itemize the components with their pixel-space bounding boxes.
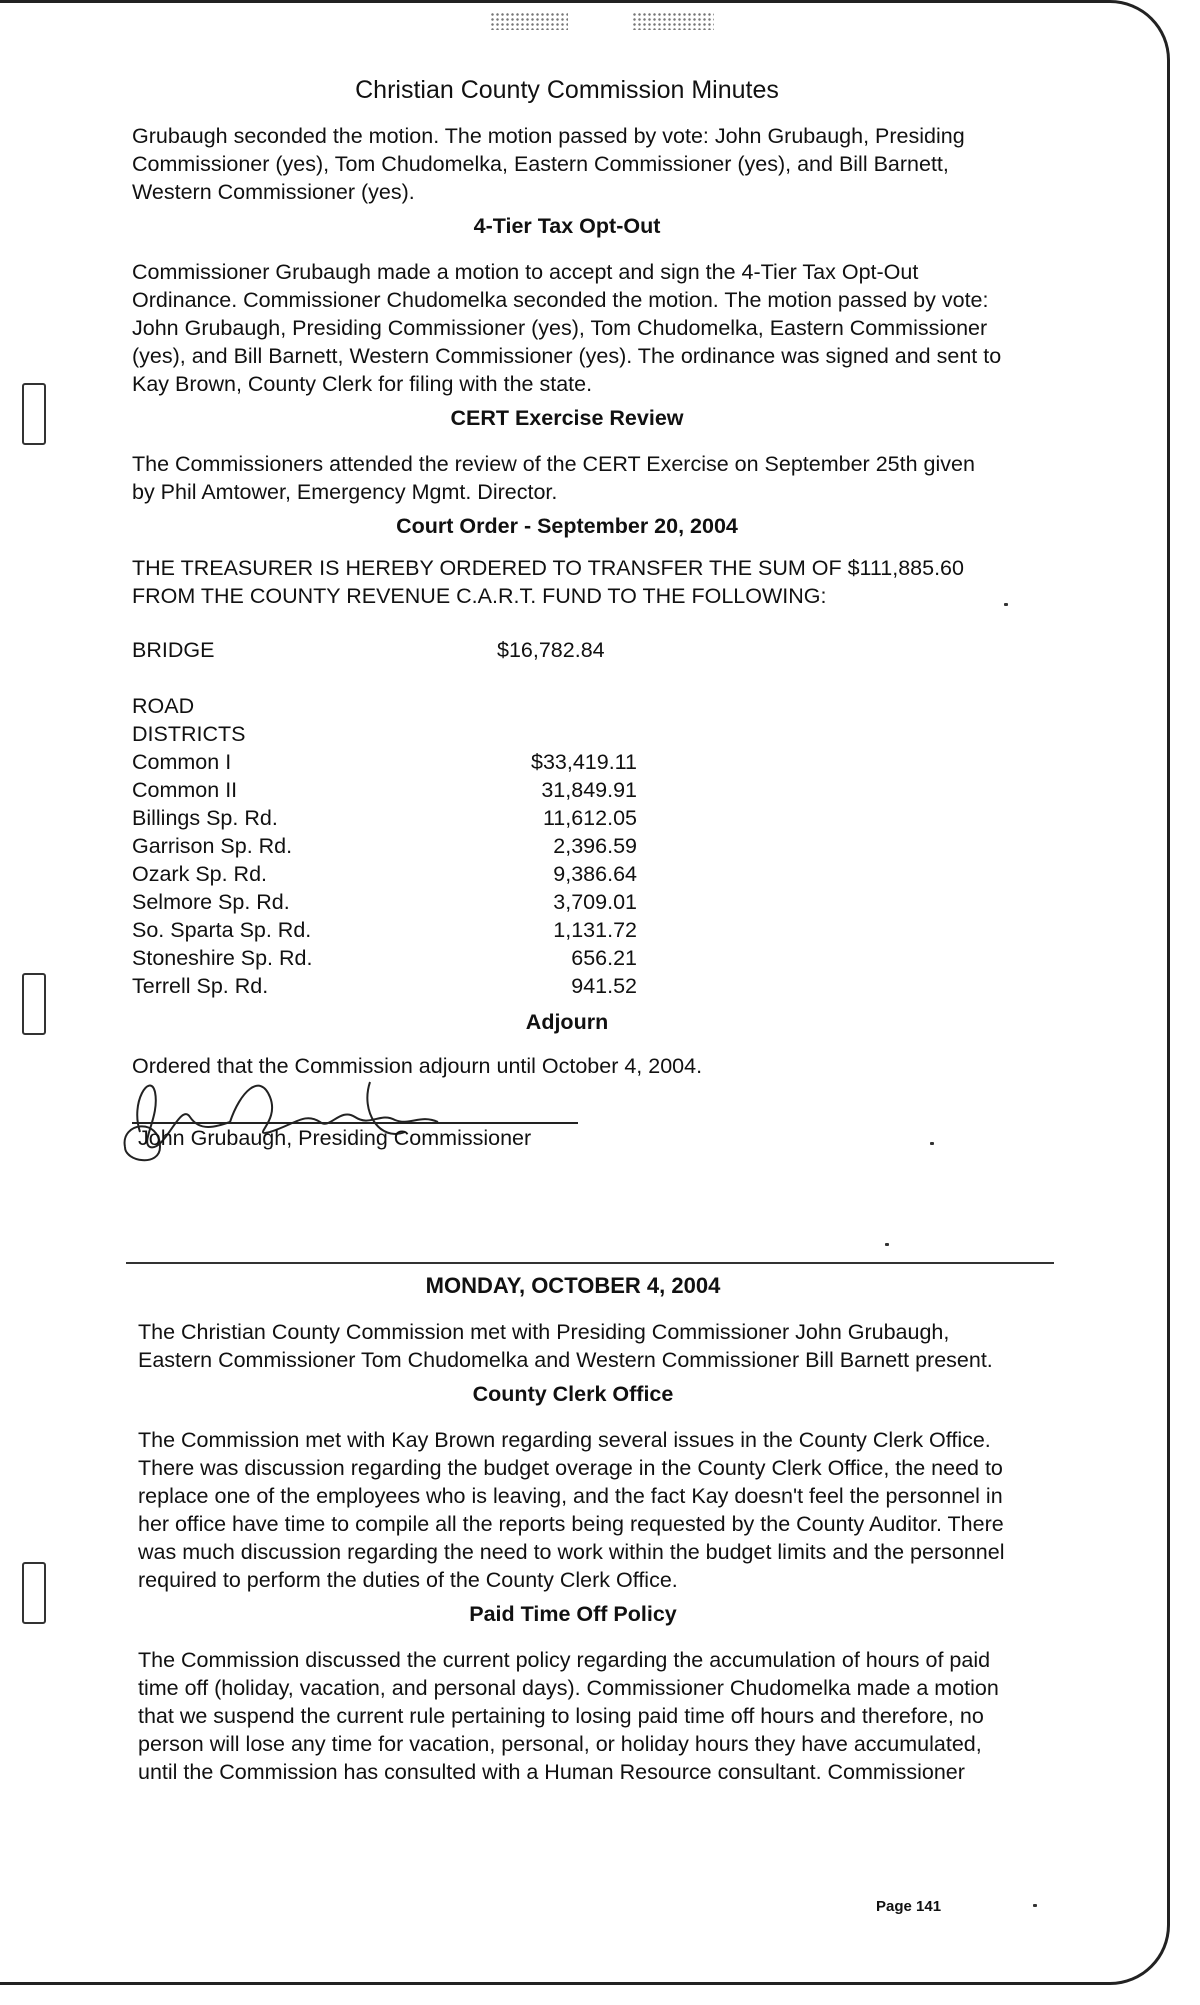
row-label: So. Sparta Sp. Rd.	[132, 918, 312, 942]
header-smudge-left	[490, 12, 568, 30]
section-heading-tax-opt-out: 4-Tier Tax Opt-Out	[473, 214, 661, 238]
signature-block	[132, 1084, 1002, 1154]
table-row	[132, 888, 637, 916]
section-text-paid-time-off: The Commission discussed the current policy regarding the accumulation of hours of paid time off (holiday, vacation, and personal days). Commissioner Chudomelka made a motion that we suspend the current rule pertaining to losing paid time off hours and therefore, no person will lose any time for vacation, personal, or holiday hours they have accumulated, until the Commission has consulted with a Human Resource consultant. Commissioner	[138, 1648, 999, 1784]
scan-speck	[930, 1142, 934, 1145]
minutes-part-2	[138, 1272, 1008, 1786]
section-heading-cert-review: CERT Exercise Review	[450, 406, 684, 430]
section-heading-paid-time-off: Paid Time Off Policy	[469, 1602, 677, 1626]
punch-hole-top	[22, 383, 46, 445]
section-heading-county-clerk: County Clerk Office	[472, 1382, 674, 1406]
meeting-intro: The Christian County Commission met with Presiding Commissioner John Grubaugh, Eastern Commissioner Tom Chudomelka and Western Commissioner Bill Barnett present.	[138, 1320, 993, 1372]
table-row	[132, 860, 637, 888]
road-heading: ROAD	[132, 694, 195, 718]
row-amount: $16,782.84	[497, 638, 605, 662]
scan-speck	[885, 1243, 889, 1246]
table-row	[132, 720, 637, 748]
section-divider	[126, 1262, 1054, 1264]
table-row	[132, 804, 637, 832]
table-row	[132, 832, 637, 860]
row-amount: 941.52	[571, 974, 637, 998]
court-order-text: THE TREASURER IS HEREBY ORDERED TO TRANSFER THE SUM OF $111,885.60 FROM THE COUNTY REVENUE C.A.R.T. FUND TO THE FOLLOWING:	[132, 556, 964, 608]
table-row	[132, 692, 637, 720]
court-order-heading: Court Order - September 20, 2004	[396, 514, 738, 538]
table-row	[132, 944, 637, 972]
row-label: Garrison Sp. Rd.	[132, 834, 293, 858]
table-row	[132, 748, 637, 776]
row-label: BRIDGE	[132, 638, 215, 662]
row-label: Common II	[132, 778, 238, 802]
document-title: Christian County Commission Minutes	[355, 76, 779, 104]
row-amount: 656.21	[571, 946, 637, 970]
row-amount: 1,131.72	[553, 918, 637, 942]
section-text-cert-review: The Commissioners attended the review of the CERT Exercise on September 25th given by Phil Amtower, Emergency Mgmt. Director.	[132, 452, 975, 504]
section-text-county-clerk: The Commission met with Kay Brown regarding several issues in the County Clerk Office. There was discussion regarding the budget overage in the County Clerk Office, the need to replace one of the employees who is leaving, and the fact Kay doesn't feel the personnel in her office have time to compile all the reports being requested by the County Auditor. There was much discussion regarding the need to work within the budget limits and the personnel required to perform the duties of the County Clerk Office.	[138, 1428, 1005, 1592]
signature-caption: John Grubaugh, Presiding Commissioner	[138, 1126, 532, 1150]
punch-hole-middle	[22, 973, 46, 1035]
table-row	[132, 636, 637, 664]
row-label: Ozark Sp. Rd.	[132, 862, 268, 886]
row-amount: 9,386.64	[553, 862, 637, 886]
page-number: Page 141	[876, 1898, 942, 1915]
header-smudge-right	[632, 12, 714, 30]
row-amount: 2,396.59	[553, 834, 637, 858]
meeting-date-heading: MONDAY, OCTOBER 4, 2004	[425, 1273, 721, 1298]
table-row	[132, 776, 637, 804]
section-text-tax-opt-out: Commissioner Grubaugh made a motion to accept and sign the 4-Tier Tax Opt-Out Ordinance. Commissioner Chudomelka seconded the motion. The motion passed by vote: John Grubaugh, Presiding Commissioner (yes), Tom Chudomelka, Eastern Commissioner (yes), and Bill Barnett, Western Commissioner (yes). The ordinance was signed and sent to Kay Brown, County Clerk for filing with the state.	[132, 260, 1002, 396]
row-label: Billings Sp. Rd.	[132, 806, 278, 830]
row-amount: 11,612.05	[542, 806, 637, 830]
punch-hole-bottom	[22, 1562, 46, 1624]
row-amount: 31,849.91	[541, 778, 637, 802]
minutes-part-1	[132, 70, 1002, 1154]
row-amount: $33,419.11	[530, 750, 637, 774]
districts-heading: DISTRICTS	[132, 722, 246, 746]
adjourn-heading: Adjourn	[525, 1010, 609, 1034]
adjourn-text: Ordered that the Commission adjourn until October 4, 2004.	[132, 1054, 703, 1078]
table-row	[132, 916, 637, 944]
row-amount: 3,709.01	[553, 890, 637, 914]
row-label: Stoneshire Sp. Rd.	[132, 946, 313, 970]
row-label: Common I	[132, 750, 232, 774]
scan-speck	[1033, 1904, 1037, 1907]
table-row	[132, 972, 637, 1000]
row-label: Terrell Sp. Rd.	[132, 974, 269, 998]
transfer-table	[132, 636, 637, 1000]
scan-speck	[1004, 603, 1008, 606]
intro-paragraph: Grubaugh seconded the motion. The motion passed by vote: John Grubaugh, Presiding Commissioner (yes), Tom Chudomelka, Eastern Commissioner (yes), and Bill Barnett, Western Commissioner (yes).	[132, 124, 965, 204]
row-label: Selmore Sp. Rd.	[132, 890, 290, 914]
